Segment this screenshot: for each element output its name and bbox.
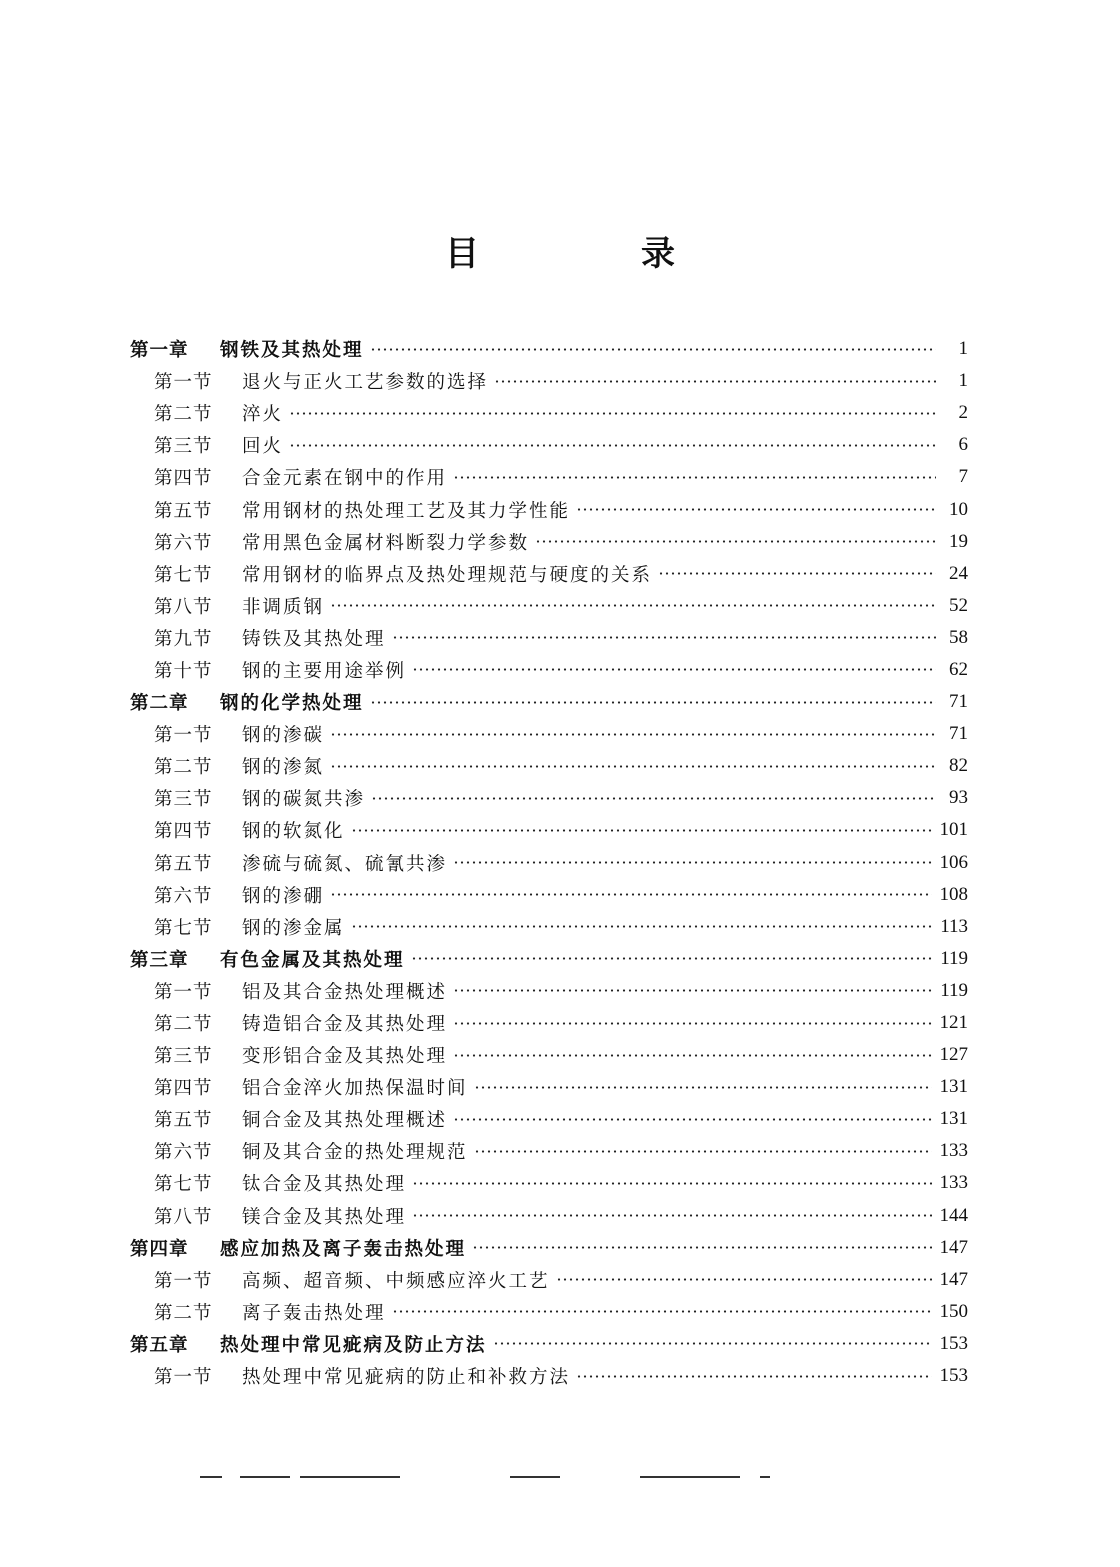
entry-page-number: 19 [949, 530, 968, 552]
toc-section-entry[interactable] [130, 461, 968, 493]
entry-title: 铜及其合金的热处理规范 [242, 1142, 468, 1164]
entry-page-number: 153 [939, 1365, 968, 1387]
entry-number: 第四节 [154, 1078, 213, 1100]
entry-title: 渗硫与硫氮、硫氰共渗 [242, 853, 448, 875]
entry-page-number: 10 [949, 498, 968, 520]
entry-title: 热处理中常见疵病的防止和补救方法 [242, 1367, 571, 1389]
entry-number: 第五节 [154, 1110, 213, 1132]
toc-section-entry[interactable] [130, 1071, 968, 1103]
toc-section-entry[interactable] [130, 750, 968, 782]
entry-title: 钢的渗硼 [242, 885, 325, 907]
entry-number: 第四节 [154, 821, 213, 843]
entry-title: 镁合金及其热处理 [242, 1206, 407, 1228]
entry-page-number: 108 [939, 883, 968, 905]
entry-page-number: 6 [958, 434, 968, 456]
toc-section-entry[interactable] [130, 1360, 968, 1392]
toc-chapter-entry[interactable] [130, 1328, 968, 1360]
dot-leader [330, 604, 936, 607]
entry-page-number: 52 [949, 594, 968, 616]
entry-title: 钛合金及其热处理 [242, 1174, 407, 1196]
dot-leader [411, 957, 933, 960]
entry-title: 钢铁及其热处理 [220, 340, 364, 362]
entry-page-number: 7 [958, 466, 968, 488]
scan-artifact-marks [200, 1476, 780, 1484]
entry-title: 钢的化学热处理 [220, 693, 364, 715]
dot-leader [453, 861, 931, 864]
table-of-contents [130, 333, 968, 1392]
toc-section-entry[interactable] [130, 1103, 968, 1135]
entry-number: 第四章 [130, 1238, 189, 1260]
entry-number: 第五章 [130, 1334, 189, 1356]
entry-page-number: 133 [939, 1140, 968, 1162]
dot-leader [453, 1118, 931, 1121]
toc-section-entry[interactable] [130, 429, 968, 461]
toc-section-entry[interactable] [130, 526, 968, 558]
toc-chapter-entry[interactable] [130, 686, 968, 718]
entry-page-number: 82 [949, 755, 968, 777]
entry-number: 第二节 [154, 1014, 213, 1036]
entry-page-number: 121 [939, 1012, 968, 1034]
entry-title: 铸造铝合金及其热处理 [242, 1014, 448, 1036]
entry-page-number: 24 [949, 562, 968, 584]
entry-title: 常用钢材的临界点及热处理规范与硬度的关系 [242, 564, 653, 586]
entry-number: 第三节 [154, 436, 213, 458]
toc-section-entry[interactable] [130, 847, 968, 879]
entry-page-number: 131 [939, 1076, 968, 1098]
entry-title: 钢的渗碳 [242, 725, 325, 747]
entry-title: 退火与正火工艺参数的选择 [242, 372, 489, 394]
entry-number: 第一节 [154, 1367, 213, 1389]
dot-leader [494, 380, 936, 383]
entry-page-number: 113 [940, 915, 968, 937]
dot-leader [493, 1342, 932, 1345]
entry-number: 第六节 [154, 1142, 213, 1164]
entry-page-number: 153 [939, 1332, 968, 1354]
dot-leader [412, 1214, 931, 1217]
dot-leader [453, 1054, 931, 1057]
entry-page-number: 127 [939, 1044, 968, 1066]
toc-section-entry[interactable] [130, 782, 968, 814]
dot-leader [370, 348, 936, 351]
toc-section-entry[interactable] [130, 1200, 968, 1232]
entry-title: 铝合金淬火加热保温时间 [242, 1078, 468, 1100]
toc-chapter-entry[interactable] [130, 333, 968, 365]
dot-leader [535, 540, 936, 543]
entry-page-number: 101 [939, 819, 968, 841]
dot-leader [289, 412, 936, 415]
entry-page-number: 71 [949, 691, 968, 713]
toc-section-entry[interactable] [130, 365, 968, 397]
entry-page-number: 119 [940, 979, 968, 1001]
entry-title: 变形铝合金及其热处理 [242, 1046, 448, 1068]
entry-number: 第六节 [154, 532, 213, 554]
page-title: 目 录 [445, 234, 739, 274]
entry-number: 第一节 [154, 372, 213, 394]
toc-section-entry[interactable] [130, 1039, 968, 1071]
dot-leader [453, 476, 936, 479]
dot-leader [474, 1150, 932, 1153]
entry-title: 合金元素在钢中的作用 [242, 468, 448, 490]
entry-page-number: 62 [949, 658, 968, 680]
entry-title: 常用黑色金属材料断裂力学参数 [242, 532, 530, 554]
entry-title: 钢的主要用途举例 [242, 660, 407, 682]
entry-page-number: 2 [958, 402, 968, 424]
entry-number: 第一章 [130, 340, 189, 362]
toc-section-entry[interactable] [130, 814, 968, 846]
entry-title: 常用钢材的热处理工艺及其力学性能 [242, 500, 571, 522]
entry-number: 第九节 [154, 628, 213, 650]
entry-title: 铸铁及其热处理 [242, 628, 386, 650]
entry-number: 第八节 [154, 596, 213, 618]
dot-leader [556, 1278, 932, 1281]
entry-number: 第三节 [154, 789, 213, 811]
toc-section-entry[interactable] [130, 558, 968, 590]
entry-page-number: 133 [939, 1172, 968, 1194]
dot-leader [392, 1310, 932, 1313]
dot-leader [330, 733, 936, 736]
toc-section-entry[interactable] [130, 1296, 968, 1328]
entry-number: 第四节 [154, 468, 213, 490]
toc-section-entry[interactable] [130, 654, 968, 686]
toc-section-entry[interactable] [130, 1007, 968, 1039]
entry-number: 第一节 [154, 981, 213, 1003]
dot-leader [412, 668, 936, 671]
entry-title: 有色金属及其热处理 [220, 949, 405, 971]
entry-title: 非调质钢 [242, 596, 325, 618]
dot-leader [576, 508, 936, 511]
entry-title: 钢的渗氮 [242, 757, 325, 779]
entry-number: 第一节 [154, 725, 213, 747]
toc-section-entry[interactable] [130, 622, 968, 654]
dot-leader [370, 701, 936, 704]
entry-page-number: 58 [949, 626, 968, 648]
entry-title: 离子轰击热处理 [242, 1302, 386, 1324]
toc-section-entry[interactable] [130, 397, 968, 429]
dot-leader [412, 1182, 931, 1185]
entry-number: 第五节 [154, 853, 213, 875]
entry-number: 第七节 [154, 917, 213, 939]
dot-leader [453, 1022, 931, 1025]
entry-number: 第三节 [154, 1046, 213, 1068]
dot-leader [658, 572, 936, 575]
entry-page-number: 106 [939, 851, 968, 873]
entry-title: 感应加热及离子轰击热处理 [220, 1238, 467, 1260]
entry-title: 铝及其合金热处理概述 [242, 981, 448, 1003]
dot-leader [351, 829, 932, 832]
entry-page-number: 131 [939, 1108, 968, 1130]
entry-page-number: 147 [939, 1268, 968, 1290]
entry-number: 第二节 [154, 404, 213, 426]
dot-leader [351, 925, 933, 928]
entry-page-number: 144 [939, 1204, 968, 1226]
toc-chapter-entry[interactable] [130, 1232, 968, 1264]
entry-number: 第一节 [154, 1270, 213, 1292]
entry-page-number: 147 [939, 1236, 968, 1258]
entry-number: 第六节 [154, 885, 213, 907]
entry-title: 热处理中常见疵病及防止方法 [220, 1334, 487, 1356]
toc-section-entry[interactable] [130, 718, 968, 750]
toc-section-entry[interactable] [130, 1135, 968, 1167]
toc-section-entry[interactable] [130, 493, 968, 525]
toc-chapter-entry[interactable] [130, 943, 968, 975]
entry-title: 钢的软氮化 [242, 821, 345, 843]
dot-leader [472, 1246, 931, 1249]
toc-section-entry[interactable] [130, 975, 968, 1007]
entry-title: 铜合金及其热处理概述 [242, 1110, 448, 1132]
entry-title: 回火 [242, 436, 284, 458]
entry-number: 第五节 [154, 500, 213, 522]
entry-page-number: 93 [949, 787, 968, 809]
dot-leader [453, 989, 932, 992]
entry-page-number: 150 [939, 1300, 968, 1322]
toc-section-entry[interactable] [130, 590, 968, 622]
entry-page-number: 1 [958, 338, 968, 360]
entry-title: 淬火 [242, 404, 284, 426]
dot-leader [330, 765, 936, 768]
toc-section-entry[interactable] [130, 911, 968, 943]
entry-number: 第二章 [130, 693, 189, 715]
dot-leader [289, 444, 936, 447]
entry-title: 高频、超音频、中频感应淬火工艺 [242, 1270, 550, 1292]
entry-number: 第七节 [154, 564, 213, 586]
entry-title: 钢的渗金属 [242, 917, 345, 939]
dot-leader [474, 1086, 932, 1089]
dot-leader [576, 1375, 931, 1378]
entry-title: 钢的碳氮共渗 [242, 789, 366, 811]
entry-number: 第十节 [154, 660, 213, 682]
entry-number: 第七节 [154, 1174, 213, 1196]
dot-leader [392, 636, 936, 639]
entry-page-number: 71 [949, 723, 968, 745]
dot-leader [330, 893, 931, 896]
toc-section-entry[interactable] [130, 1264, 968, 1296]
entry-number: 第二节 [154, 1302, 213, 1324]
entry-number: 第二节 [154, 757, 213, 779]
dot-leader [371, 797, 936, 800]
entry-page-number: 1 [958, 370, 968, 392]
entry-number: 第三章 [130, 949, 189, 971]
entry-number: 第八节 [154, 1206, 213, 1228]
toc-section-entry[interactable] [130, 1167, 968, 1199]
entry-page-number: 119 [940, 947, 968, 969]
toc-section-entry[interactable] [130, 879, 968, 911]
